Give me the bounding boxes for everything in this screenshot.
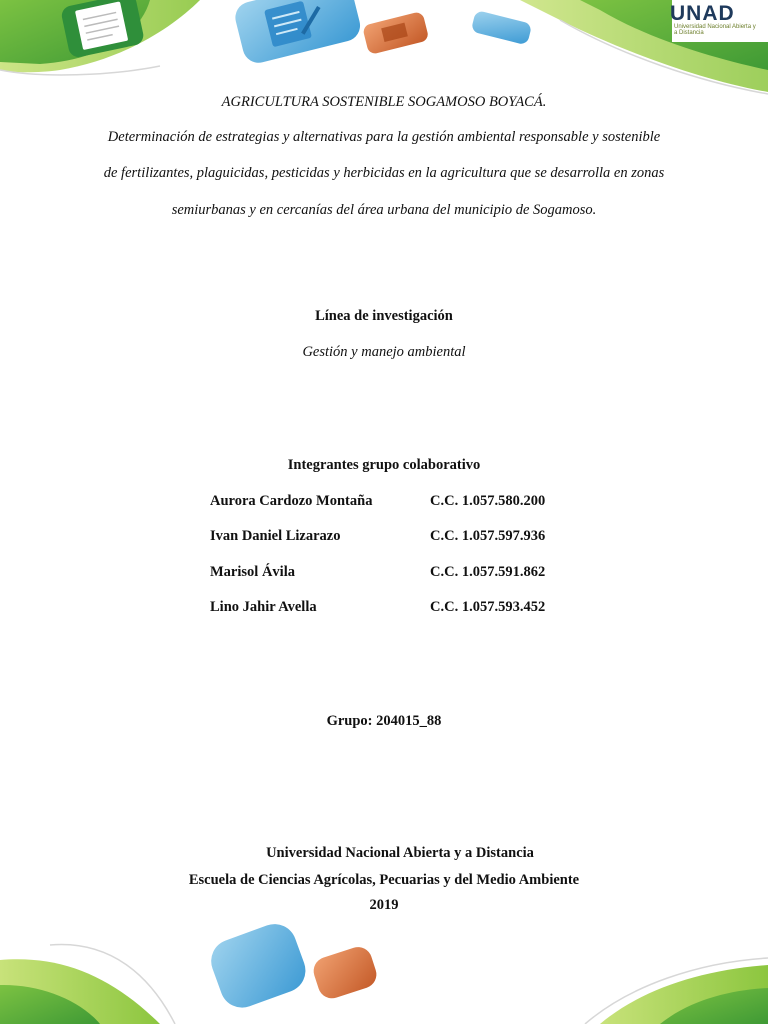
description-line-1: Determinación de estrategias y alternativas para la gestión ambiental responsable y sostenible bbox=[107, 129, 661, 145]
header-decoration bbox=[0, 0, 768, 100]
member-id: C.C. 1.057.593.452 bbox=[430, 599, 546, 615]
member-name: Ivan Daniel Lizarazo bbox=[210, 528, 341, 544]
footer-school: Escuela de Ciencias Agrícolas, Pecuarias y del Medio Ambiente bbox=[188, 872, 580, 888]
member-name: Aurora Cardozo Montaña bbox=[210, 493, 373, 509]
footer-year: 2019 bbox=[369, 897, 399, 913]
member-name: Lino Jahir Avella bbox=[210, 599, 317, 615]
description-line-2: de fertilizantes, plaguicidas, pesticidas y herbicidas en la agricultura que se desarrolla en zonas bbox=[103, 165, 665, 181]
members-heading: Integrantes grupo colaborativo bbox=[287, 457, 481, 473]
member-id: C.C. 1.057.591.862 bbox=[430, 564, 546, 580]
footer-university: Universidad Nacional Abierta y a Distancia bbox=[266, 845, 534, 861]
logo-subtitle: Universidad Nacional Abierta y a Distancia bbox=[674, 24, 756, 36]
logo-title: UNAD bbox=[670, 2, 735, 25]
document-title: AGRICULTURA SOSTENIBLE SOGAMOSO BOYACÁ. bbox=[221, 94, 547, 110]
research-line-heading: Línea de investigación bbox=[315, 308, 453, 324]
group-number: Grupo: 204015_88 bbox=[326, 713, 442, 729]
unad-logo bbox=[668, 2, 760, 38]
member-name: Marisol Ávila bbox=[210, 564, 295, 580]
description-line-3: semiurbanas y en cercanías del área urbana del municipio de Sogamoso. bbox=[171, 202, 597, 218]
member-id: C.C. 1.057.597.936 bbox=[430, 528, 546, 544]
member-id: C.C. 1.057.580.200 bbox=[430, 493, 546, 509]
research-line-value: Gestión y manejo ambiental bbox=[302, 344, 466, 360]
